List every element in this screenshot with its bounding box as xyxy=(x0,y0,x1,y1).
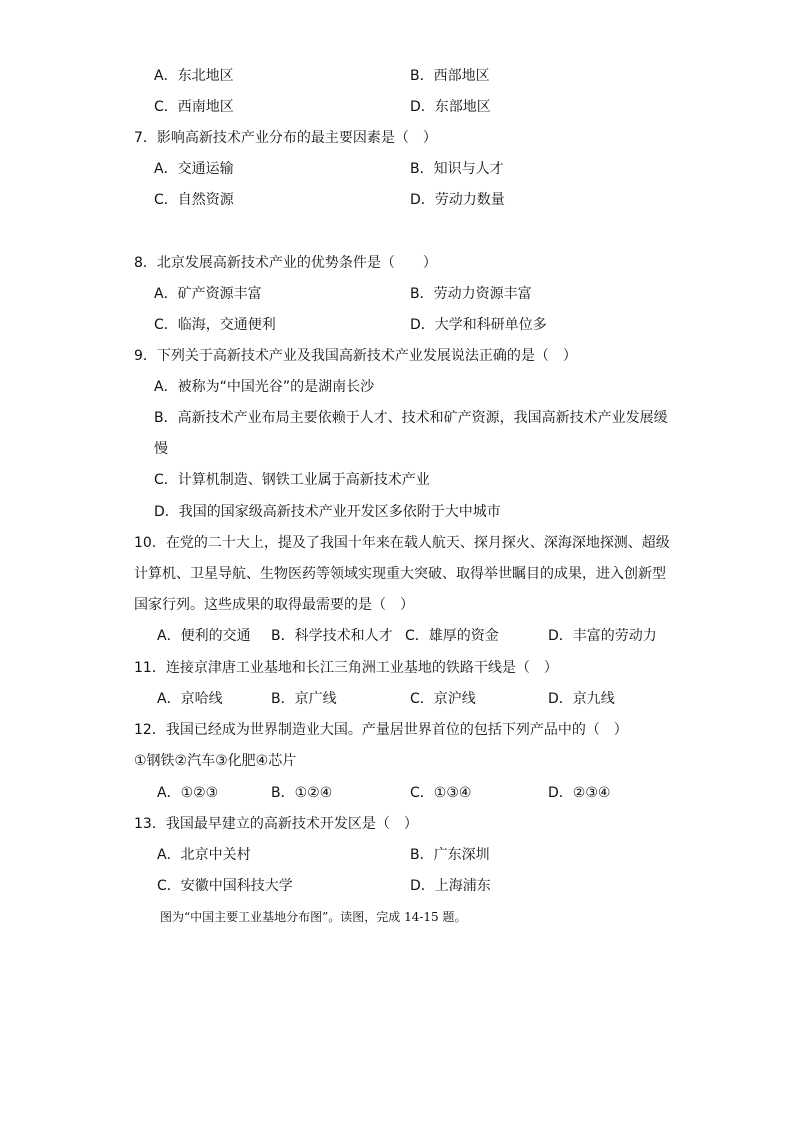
figure-caption: 图为“中国主要工业基地分布图”。读图，完成 14-15 题。 xyxy=(160,910,467,924)
q6-option-a: A．东北地区 xyxy=(154,68,234,84)
q7-option-c: C．自然资源 xyxy=(154,192,234,208)
q11-stem: 11．连接京津唐工业基地和长江三角洲工业基地的铁路干线是（ ） xyxy=(134,660,558,676)
q6-option-c: C．西南地区 xyxy=(154,99,234,115)
q13-option-d: D．上海浦东 xyxy=(410,878,491,894)
q10-stem-line3: 国家行列。这些成果的取得最需要的是（ ） xyxy=(134,597,414,613)
q11-option-a: A．京哈线 xyxy=(157,691,223,707)
q13-option-c: C．安徽中国科技大学 xyxy=(157,878,293,894)
q11-option-c: C．京沪线 xyxy=(410,691,476,707)
q10-option-b: B．科学技术和人才 xyxy=(271,628,393,644)
q6-option-d: D．东部地区 xyxy=(410,99,491,115)
q9-option-d: D．我国的国家级高新技术产业开发区多依附于大中城市 xyxy=(154,504,501,520)
q13-stem: 13．我国最早建立的高新技术开发区是（ ） xyxy=(134,816,418,832)
q12-option-a: A．①②③ xyxy=(157,785,219,801)
q6-option-b: B．西部地区 xyxy=(410,68,490,84)
q9-option-c: C．计算机制造、钢铁工业属于高新技术产业 xyxy=(154,472,430,488)
q7-option-a: A．交通运输 xyxy=(154,161,234,177)
q8-option-c: C．临海，交通便利 xyxy=(154,317,276,333)
q7-option-d: D．劳动力数量 xyxy=(410,192,505,208)
q11-option-d: D．京九线 xyxy=(548,691,615,707)
q8-option-b: B．劳动力资源丰富 xyxy=(410,286,532,302)
q7-stem: 7．影响高新技术产业分布的最主要因素是（ ） xyxy=(134,130,437,146)
q11-option-b: B．京广线 xyxy=(271,691,337,707)
q9-stem: 9．下列关于高新技术产业及我国高新技术产业发展说法正确的是（ ） xyxy=(134,348,577,364)
q8-option-a: A．矿产资源丰富 xyxy=(154,286,262,302)
q10-option-c: C．雄厚的资金 xyxy=(405,628,499,644)
q9-option-b-line2: 慢 xyxy=(154,441,168,457)
q13-option-b: B．广东深圳 xyxy=(410,847,490,863)
q10-stem-line2: 计算机、卫星导航、生物医药等领域实现重大突破、取得举世瞩目的成果，进入创新型 xyxy=(134,566,666,582)
q8-stem: 8．北京发展高新技术产业的优势条件是（ ） xyxy=(134,255,437,271)
q9-option-b-line1: B．高新技术产业布局主要依赖于人才、技术和矿产资源，我国高新技术产业发展缓 xyxy=(154,410,668,426)
q10-stem-line1: 10．在党的二十大上，提及了我国十年来在载人航天、探月探火、深海深地探测、超级 xyxy=(134,535,670,551)
q12-items: ①钢铁②汽车③化肥④芯片 xyxy=(134,753,297,769)
q12-option-c: C．①③④ xyxy=(410,785,472,801)
q12-option-b: B．①②④ xyxy=(271,785,333,801)
q12-stem: 12．我国已经成为世界制造业大国。产量居世界首位的包括下列产品中的（ ） xyxy=(134,722,628,738)
q10-option-a: A．便利的交通 xyxy=(157,628,251,644)
q8-option-d: D．大学和科研单位多 xyxy=(410,317,547,333)
q9-option-a: A．被称为“中国光谷”的是湖南长沙 xyxy=(154,379,375,395)
q7-option-b: B．知识与人才 xyxy=(410,161,504,177)
q10-option-d: D．丰富的劳动力 xyxy=(548,628,657,644)
q12-option-d: D．②③④ xyxy=(548,785,611,801)
q13-option-a: A．北京中关村 xyxy=(157,847,251,863)
